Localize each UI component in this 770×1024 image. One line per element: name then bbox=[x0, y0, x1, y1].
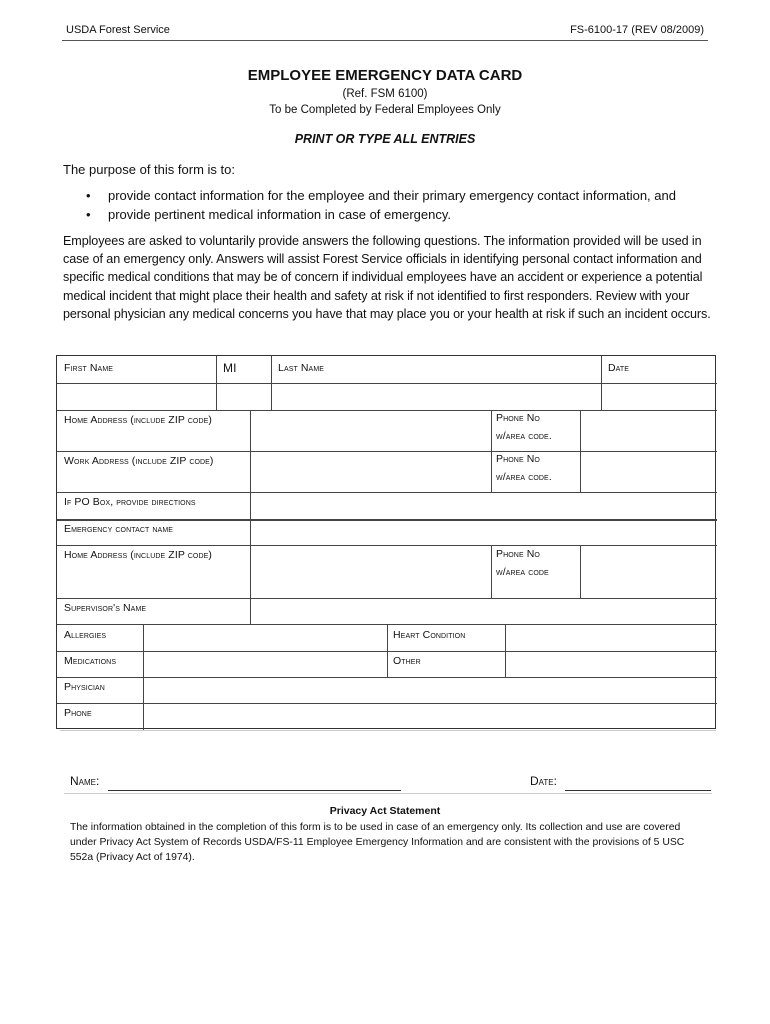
grid-line bbox=[250, 492, 251, 624]
supervisor-label: Supervisor's Name bbox=[64, 602, 147, 614]
bullet-text: provide pertinent medical information in case of emergency. bbox=[108, 207, 451, 222]
phone-label: Phone bbox=[64, 707, 92, 719]
work-address-label: Work Address (include ZIP code) bbox=[64, 455, 214, 467]
print-instruction: PRINT OR TYPE ALL ENTRIES bbox=[294, 132, 476, 146]
grid-line bbox=[57, 383, 717, 384]
allergies-label: Allergies bbox=[64, 629, 107, 641]
grid-line bbox=[601, 356, 602, 410]
grid-line bbox=[57, 677, 717, 678]
form-number: FS-6100-17 (REV 08/2009) bbox=[570, 24, 704, 36]
grid-line bbox=[505, 624, 506, 677]
privacy-title: Privacy Act Statement bbox=[329, 805, 441, 817]
bullet-item bbox=[86, 188, 676, 203]
grid-line bbox=[57, 598, 717, 599]
completed-by-line: To be Completed by Federal Employees Only bbox=[269, 104, 501, 116]
phone-no-label: Phone No bbox=[496, 412, 540, 424]
agency-name: USDA Forest Service bbox=[66, 24, 170, 36]
area-code-label: w/area code. bbox=[496, 430, 552, 442]
home-address-label: Home Address (include ZIP code) bbox=[64, 414, 212, 426]
first-name-label: First Name bbox=[64, 362, 114, 374]
grid-line bbox=[250, 410, 251, 492]
date-signature-label: Date: bbox=[530, 774, 557, 788]
grid-line bbox=[57, 410, 717, 411]
bullet-dot: • bbox=[86, 207, 91, 222]
emergency-data-form bbox=[56, 355, 716, 729]
po-box-label: If PO Box, provide directions bbox=[64, 496, 196, 508]
date-signature-line[interactable] bbox=[565, 790, 711, 791]
area-code-label: w/area code. bbox=[496, 471, 552, 483]
name-signature-line[interactable] bbox=[108, 790, 401, 791]
grid-line bbox=[491, 410, 492, 492]
page-title: EMPLOYEE EMERGENCY DATA CARD bbox=[247, 67, 523, 84]
heart-condition-label: Heart Condition bbox=[393, 629, 466, 641]
bullet-dot: • bbox=[86, 188, 91, 203]
signature-shadow bbox=[64, 793, 712, 794]
grid-line bbox=[580, 545, 581, 598]
grid-line bbox=[580, 410, 581, 492]
grid-line bbox=[491, 545, 492, 598]
name-signature-label: Name: bbox=[70, 774, 100, 788]
privacy-text: The information obtained in the completion of this form is to be used in case of an emergency only. Its collection and use are covered under Privacy Act System of Records USDA/FS-11 Employee Emergency Information and are consistent with the provisions of 5 USC 552a (Privacy Act of 1974). bbox=[70, 822, 685, 863]
home-address-label: Home Address (include ZIP code) bbox=[64, 549, 212, 561]
grid-line bbox=[57, 492, 717, 493]
physician-label: Physician bbox=[64, 681, 105, 693]
last-name-label: Last Name bbox=[278, 362, 325, 374]
other-label: Other bbox=[393, 655, 421, 667]
bullet-item bbox=[86, 207, 451, 222]
grid-line bbox=[143, 624, 144, 730]
grid-line bbox=[57, 519, 717, 521]
grid-line bbox=[57, 451, 717, 452]
area-code-label: w/area code bbox=[496, 566, 549, 578]
form-shadow bbox=[60, 730, 716, 731]
header-rule bbox=[62, 40, 708, 41]
emergency-contact-label: Emergency contact name bbox=[64, 523, 174, 535]
reference-line: (Ref. FSM 6100) bbox=[342, 88, 428, 100]
intro-paragraph: Employees are asked to voluntarily provide answers the following questions. The information provided will be used in case of an emergency only. Answers will assist Forest Service officials in identifying personal contact information and specific medical conditions that may be of concern if individual employees have an accident or experience a potential medical incident that might place their health and safety at risk if not identified to first responders. Review with your personal physician any medical concerns you have that may place you or your health at risk if such an incident occurs. bbox=[63, 234, 711, 321]
bullet-text: provide contact information for the employee and their primary emergency contact information, and bbox=[108, 188, 676, 203]
page-header bbox=[62, 24, 708, 40]
grid-line bbox=[57, 703, 717, 704]
medications-label: Medications bbox=[64, 655, 117, 667]
phone-no-label: Phone No bbox=[496, 548, 540, 560]
purpose-intro: The purpose of this form is to: bbox=[63, 162, 235, 177]
grid-line bbox=[216, 356, 217, 410]
date-label: Date bbox=[608, 362, 630, 374]
grid-line bbox=[57, 545, 717, 546]
grid-line bbox=[387, 624, 388, 677]
mi-label: MI bbox=[223, 361, 237, 375]
grid-line bbox=[271, 356, 272, 410]
phone-no-label: Phone No bbox=[496, 453, 540, 465]
